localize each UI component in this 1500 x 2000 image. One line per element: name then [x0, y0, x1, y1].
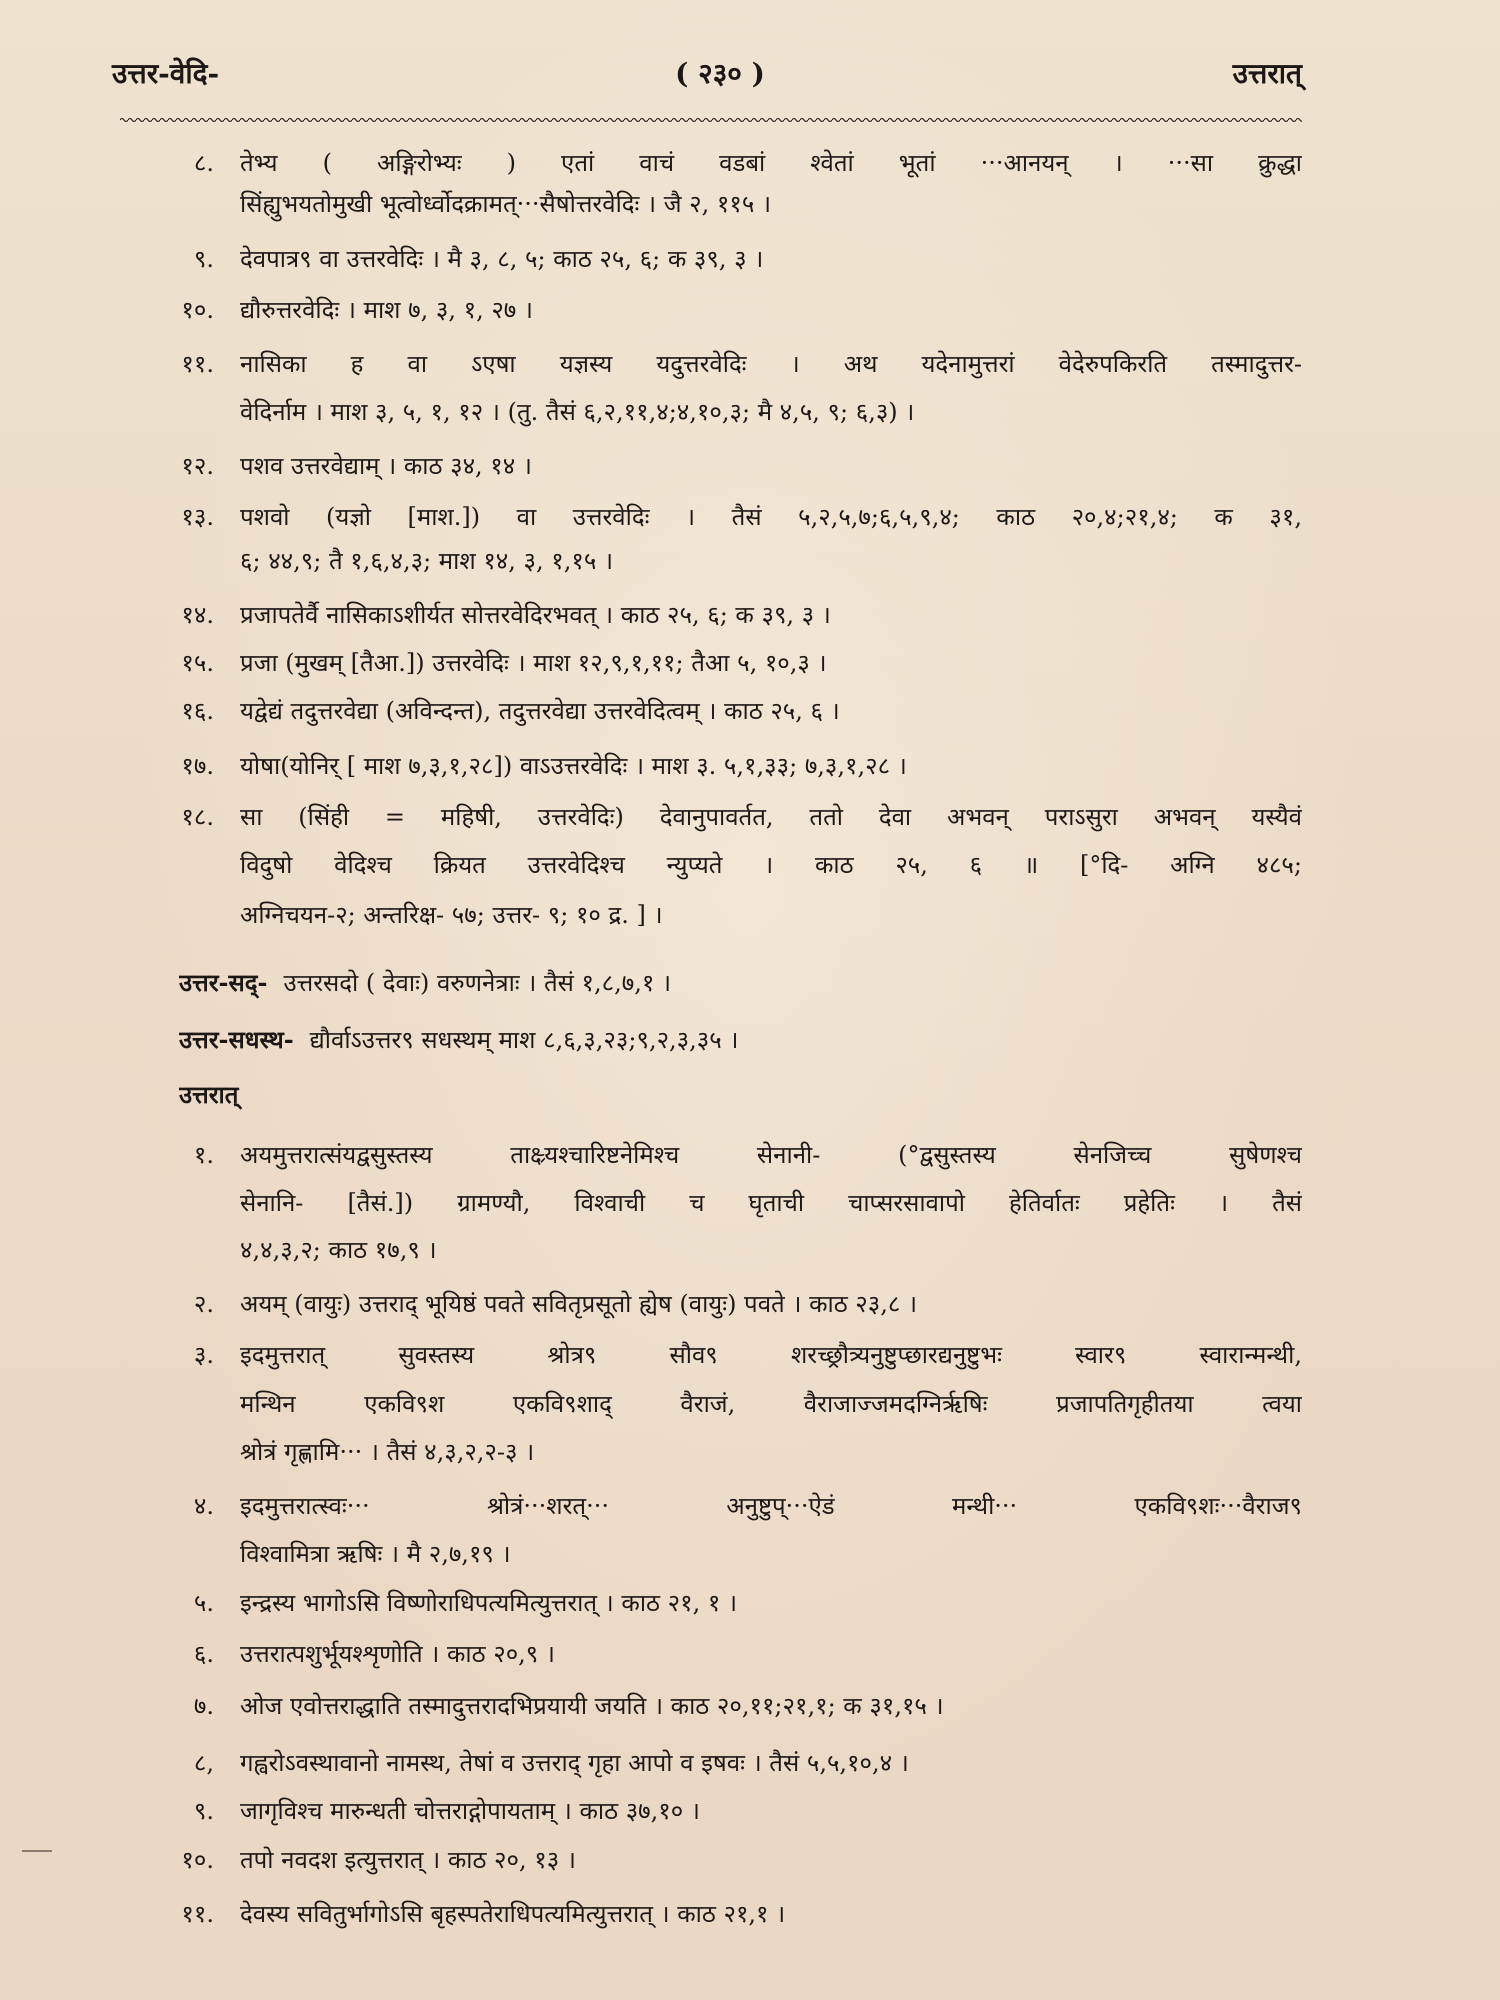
- entry-line: विदुषो वेदिश्च क्रियत उत्तरवेदिश्च न्युप्यते । काठ २५, ६ ॥ [°दि- अग्नि ४८५;: [240, 851, 1302, 879]
- entry-number: ४.: [193, 1492, 214, 1520]
- entry-line: पशवो (यज्ञो [माश.]) वा उत्तरवेदिः । तैसं ५,२,५,७;६,५,९,४; काठ २०,४;२१,४; क ३१,: [240, 503, 1302, 531]
- uttara-sad-entry: [0, 963, 1500, 1003]
- uttarat-entry-3-continued: [0, 1384, 1500, 1424]
- entry-line: यद्वेद्यं तदुत्तरवेद्या (अविन्दन्त), तदुत्तरवेद्या उत्तरवेदित्वम् । काठ २५, ६ ।: [240, 697, 840, 725]
- uttara-vedi-entry-13-continued: [0, 541, 1500, 581]
- entry-line: तपो नवदश इत्युत्तरात् । काठ २०, १३ ।: [240, 1846, 576, 1874]
- entry-number: ८.: [193, 149, 214, 177]
- entry-number: ११.: [181, 1900, 214, 1928]
- entry-line: अयमुत्तरात्संयद्वसुस्तस्य ताक्ष्र्यश्चारिष्टनेमिश्च सेनानी- (°द्वसुस्तस्य सेनजिच्च सुषेणश्च: [240, 1141, 1302, 1169]
- uttarat-entry-6: [0, 1634, 1500, 1674]
- entry-number: १३.: [181, 503, 214, 531]
- uttarat-entry-1-continued: [0, 1183, 1500, 1223]
- uttara-vedi-entry-11: [0, 344, 1500, 384]
- entry-line: तेभ्य ( अङ्गिरोभ्यः ) एतां वाचं वडबां श्वेतां भूतां ···आनयन् । ···सा क्रुद्धा: [240, 149, 1302, 177]
- entry-line: अग्निचयन-२; अन्तरिक्ष- ५७; उत्तर- ९; १० द्र. ] ।: [240, 901, 663, 929]
- headword-line: [179, 963, 1302, 1003]
- entry-number: ६.: [193, 1640, 214, 1668]
- entry-line: ४,४,३,२; काठ १७,९ ।: [240, 1236, 437, 1264]
- uttarat-entry-5: [0, 1583, 1500, 1623]
- headword: उत्तर-सधस्थ-: [179, 1025, 294, 1054]
- uttarat-entry-1-continued: [0, 1230, 1500, 1270]
- entry-number: २.: [193, 1290, 214, 1318]
- uttarat-entry-4-continued: [0, 1534, 1500, 1574]
- header-wavy-rule: [120, 115, 1302, 125]
- uttara-vedi-entry-8: [0, 143, 1500, 183]
- entry-line: जागृविश्च मारुन्धती चोत्तराद्गोपायताम् । काठ ३७,१० ।: [240, 1797, 700, 1825]
- uttara-vedi-entry-13: [0, 497, 1500, 537]
- headword-line: [179, 1020, 1302, 1060]
- entry-line: देवस्य सवितुर्भागोऽसि बृहस्पतेराधिपत्यमित्युत्तरात् । काठ २१,१ ।: [240, 1900, 786, 1928]
- entry-line: उत्तरात्पशुर्भूयश्शृणोति । काठ २०,९ ।: [240, 1640, 556, 1668]
- entry-line: इदमुत्तरात् सुवस्तस्य श्रोत्र९ सौव९ शरच्छ्रौत्र्यनुष्टुप्छारद्यनुष्टुभः स्वार९ स्वारान्मन्थी,: [240, 1341, 1302, 1369]
- uttara-vedi-entry-18: [0, 797, 1500, 837]
- entry-number: ९.: [193, 1797, 214, 1825]
- entry-number: १८.: [181, 803, 214, 831]
- entry-line: अयम् (वायुः) उत्तराद् भूयिष्ठं पवते सवितृप्रसूतो ह्येष (वायुः) पवते । काठ २३,८ ।: [240, 1290, 918, 1318]
- uttara-vedi-entry-11-continued: [0, 392, 1500, 432]
- entry-line: गह्वरोऽवस्थावानो नामस्थ, तेषां व उत्तराद् गृहा आपो व इषवः । तैसं ५,५,१०,४ ।: [240, 1749, 909, 1777]
- entry-line: योषा(योनिर् [ माश ७,३,१,२८]) वाऽउत्तरवेदिः । माश ३. ५,१,३३; ७,३,१,२८ ।: [240, 752, 907, 780]
- uttarat-entry-4: [0, 1486, 1500, 1526]
- entry-line: इन्द्रस्य भागोऽसि विष्णोराधिपत्यमित्युत्तरात् । काठ २१, १ ।: [240, 1589, 738, 1617]
- headword: उत्तरात्: [179, 1080, 239, 1109]
- entry-line: प्रजा (मुखम् [तैआ.]) उत्तरवेदिः । माश १२,९,१,११; तैआ ५, १०,३ ।: [240, 649, 827, 677]
- entry-line: वेदिर्नाम । माश ३, ५, १, १२ । (तु. तैसं ६,२,११,४;४,१०,३; मै ४,५, ९; ६,३) ।: [240, 398, 915, 426]
- uttarat-entry-2: [0, 1284, 1500, 1324]
- entry-line: प्रजापतेर्वै नासिकाऽशीर्यत सोत्तरवेदिरभवत् । काठ २५, ६; क ३९, ३ ।: [240, 601, 831, 629]
- entry-number: ३.: [193, 1341, 214, 1369]
- uttara-vedi-entry-16: [0, 691, 1500, 731]
- entry-line: पशव उत्तरवेद्याम् । काठ ३४, १४ ।: [240, 452, 532, 480]
- entry-number: १०.: [181, 1846, 214, 1874]
- entry-line: इदमुत्तरात्स्वः··· श्रोत्रं···शरत्··· अनुष्टुप्···ऐडं मन्थी··· एकवि९शः···वैराज९: [240, 1492, 1302, 1520]
- uttara-vedi-entry-17: [0, 746, 1500, 786]
- uttara-sadhastha-entry: [0, 1020, 1500, 1060]
- uttarat-entry-3: [0, 1335, 1500, 1375]
- entry-line: द्यौर्वाऽउत्तर९ सधस्थम् माश ८,६,३,२३;९,२,३,३५ ।: [309, 1026, 739, 1054]
- entry-line: सेनानि- [तैसं.]) ग्रामण्यौ, विश्वाची च घृताची चाप्सरसावापो हेतिर्वातः प्रहेतिः । तैसं: [240, 1189, 1302, 1217]
- entry-line: नासिका ह वा ऽएषा यज्ञस्य यदुत्तरवेदिः । अथ यदेनामुत्तरां वेदेरुपकिरति तस्मादुत्तर-: [240, 350, 1302, 378]
- margin-mark: [22, 1850, 52, 1852]
- headword: उत्तर-सद्-: [179, 968, 268, 997]
- uttara-vedi-entry-10: [0, 290, 1500, 330]
- uttara-vedi-entry-18-continued: [0, 845, 1500, 885]
- entry-line: उत्तरसदो ( देवाः) वरुणनेत्राः । तैसं १,८,७,१ ।: [283, 969, 672, 997]
- entry-number: ७.: [193, 1692, 214, 1720]
- entry-number: १५.: [181, 649, 214, 677]
- entry-line: ६; ४४,९; तै १,६,४,३; माश १४, ३, १,१५ ।: [240, 547, 614, 575]
- uttarat-entry-10: [0, 1840, 1500, 1880]
- running-head-right: उत्तरात्: [1232, 57, 1302, 90]
- uttara-vedi-entry-12: [0, 446, 1500, 486]
- uttara-vedi-entry-8-continued: [0, 184, 1500, 224]
- entry-line: श्रोत्रं गृह्णामि··· । तैसं ४,३,२,२-३ ।: [240, 1438, 535, 1466]
- entry-number: १७.: [181, 752, 214, 780]
- entry-number: १६.: [181, 697, 214, 725]
- headword-line: [179, 1075, 1302, 1115]
- entry-number: १०.: [181, 296, 214, 324]
- uttarat-entry-8: [0, 1743, 1500, 1783]
- entry-line: सा (सिंही = महिषी, उत्तरवेदिः) देवानुपावर्तत, ततो देवा अभवन् पराऽसुरा अभवन् यस्यैवं: [240, 803, 1302, 831]
- entry-number: १.: [193, 1141, 214, 1169]
- uttara-vedi-entry-15: [0, 643, 1500, 683]
- entry-number: ९.: [193, 245, 214, 273]
- uttara-vedi-entry-18-continued: [0, 895, 1500, 935]
- entry-number: १४.: [181, 601, 214, 629]
- uttarat-heading: [0, 1075, 1500, 1115]
- uttarat-entry-7: [0, 1686, 1500, 1726]
- uttarat-entry-1: [0, 1135, 1500, 1175]
- entry-number: ५.: [193, 1589, 214, 1617]
- entry-number: ११.: [181, 350, 214, 378]
- uttara-vedi-entry-14: [0, 595, 1500, 635]
- entry-number: ८,: [193, 1749, 214, 1777]
- entry-line: देवपात्र९ वा उत्तरवेदिः । मै ३, ८, ५; काठ २५, ६; क ३९, ३ ।: [240, 245, 764, 273]
- entry-number: १२.: [181, 452, 214, 480]
- uttara-vedi-entry-9: [0, 239, 1500, 279]
- uttarat-entry-3-continued: [0, 1432, 1500, 1472]
- entry-line: विश्वामित्रा ऋषिः । मै २,७,१९ ।: [240, 1540, 511, 1568]
- running-head-left: उत्तर-वेदि-: [112, 57, 220, 90]
- entry-line: सिंह्युभयतोमुखी भूत्वोर्ध्वोदक्रामत्···सैषोत्तरवेदिः । जै २, ११५ ।: [240, 190, 772, 218]
- uttarat-entry-11: [0, 1894, 1500, 1934]
- page-number: ( २३० ): [675, 57, 765, 90]
- uttarat-entry-9: [0, 1791, 1500, 1831]
- entry-line: ओज एवोत्तराद्धाति तस्मादुत्तरादभिप्रयायी जयति । काठ २०,११;२१,१; क ३१,१५ ।: [240, 1692, 944, 1720]
- entry-line: मन्थिन एकवि९श एकवि९शाद् वैराजं, वैराजाज्जमदग्निर्ऋषिः प्रजापतिगृहीतया त्वया: [240, 1390, 1302, 1418]
- entry-line: द्यौरुत्तरवेदिः । माश ७, ३, १, २७ ।: [240, 296, 534, 324]
